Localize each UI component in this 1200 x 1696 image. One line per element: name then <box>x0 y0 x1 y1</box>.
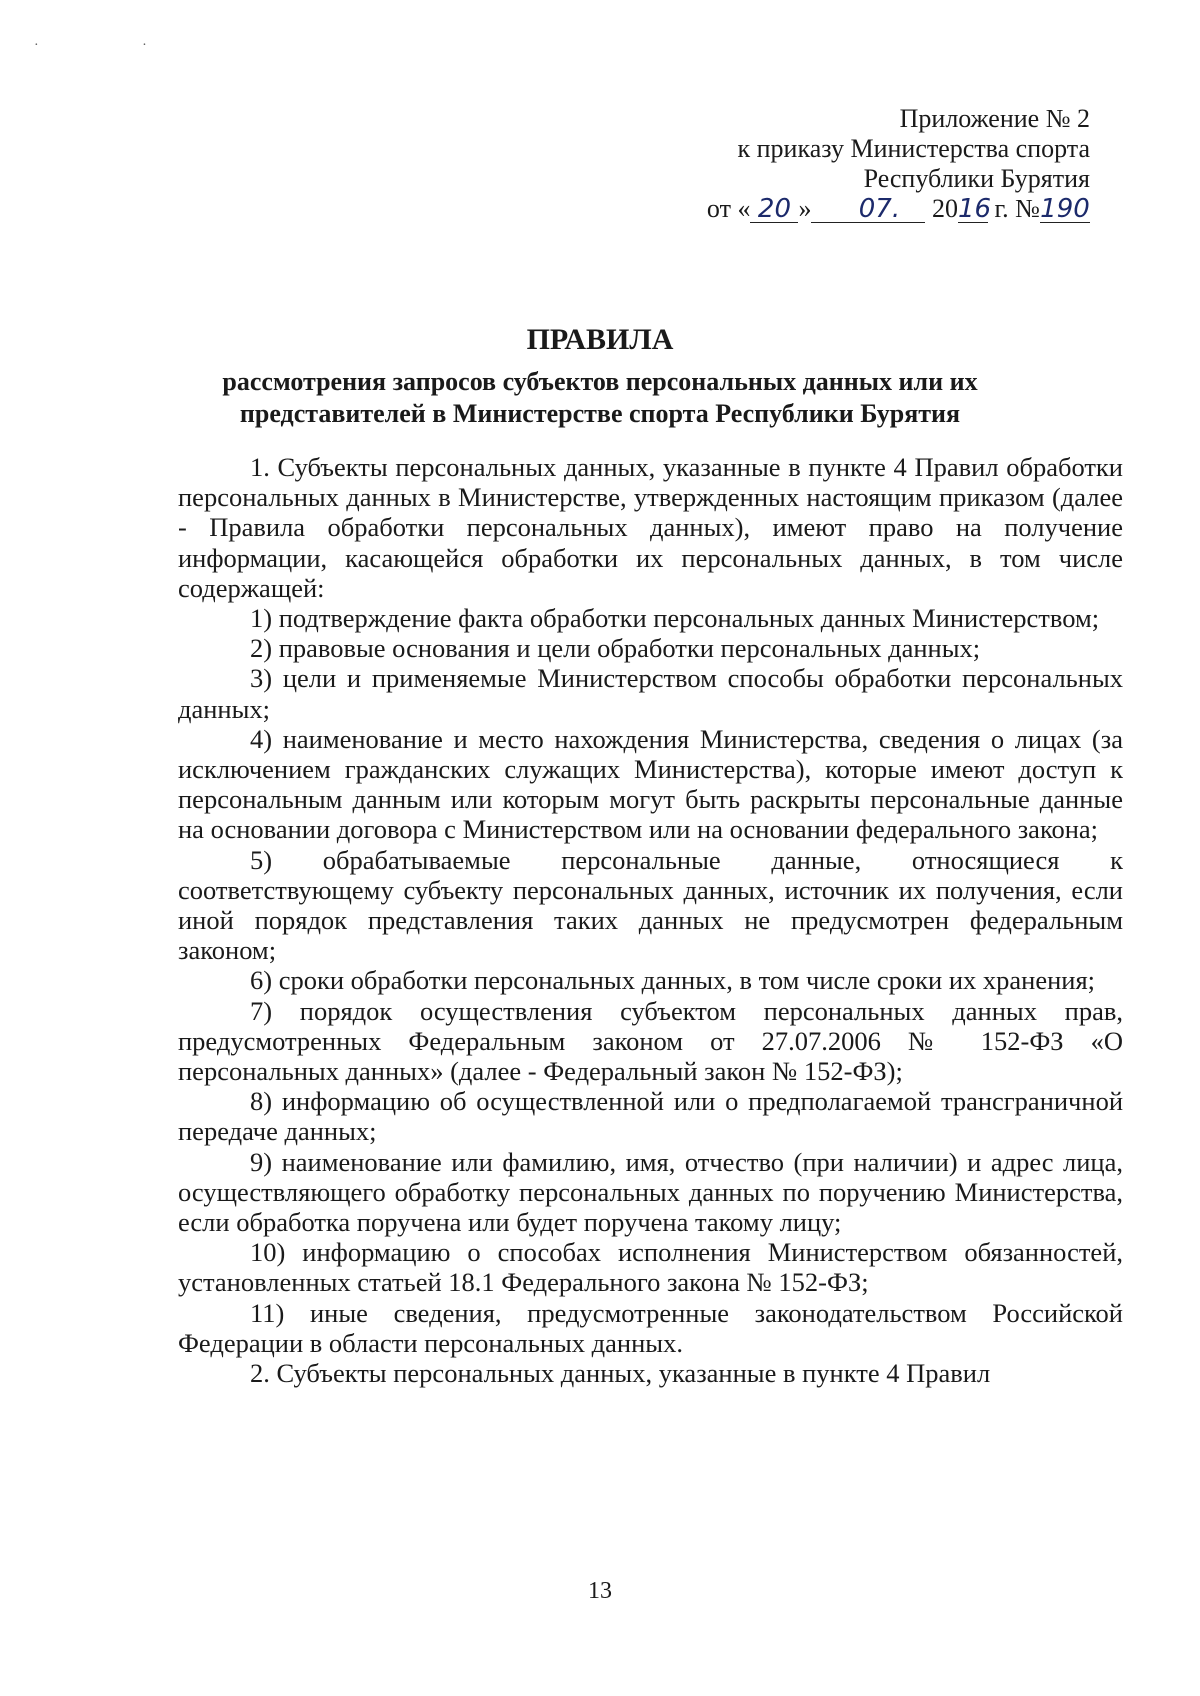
paragraph-1-1: 1) подтверждение факта обработки персональных данных Министерством; <box>250 603 1100 634</box>
page-number: 13 <box>588 1578 612 1604</box>
order-number-handwritten: 190 <box>1040 194 1090 224</box>
paragraph-1-2: 2) правовые основания и цели обработки персональных данных; <box>250 633 981 664</box>
document-subtitle: рассмотрения запросов субъектов персональных данных или их представителей в Министерстве спорта Республики Бурятия <box>222 367 978 428</box>
appendix-line-2: к приказу Министерства спорта <box>737 134 1090 163</box>
paragraph-1-11: 11) иные сведения, предусмотренные законодательством Российской Федерации в области персональных данных. <box>178 1297 1123 1358</box>
date-gap-underline <box>811 196 833 223</box>
paragraph-2: 2. Субъекты персональных данных, указанные в пункте 4 Правил <box>250 1358 991 1389</box>
appendix-line-1: Приложение № 2 <box>899 104 1090 133</box>
appendix-line-3: Республики Бурятия <box>863 164 1090 193</box>
document-body <box>178 452 1123 1388</box>
paragraph-1-5: 5) обрабатываемые персональные данные, относящиеся к соответствующему субъекту персональных данных, источник их получения, если иной порядок представления таких данных не предусмотрен федеральным законом; <box>178 844 1123 966</box>
paragraph-1-8: 8) информацию об осуществленной или о предполагаемой трансграничной передаче данных; <box>178 1086 1123 1147</box>
title-block <box>150 322 1050 430</box>
document-title: ПРАВИЛА <box>526 323 674 356</box>
appendix-date-line <box>707 194 1090 224</box>
paragraph-1-3: 3) цели и применяемые Министерством способы обработки персональных данных; <box>178 663 1123 724</box>
paragraph-1-7: 7) порядок осуществления субъектом персональных данных прав, предусмотренных Федеральным законом от 27.07.2006 № 152-ФЗ «О персональных данных» (далее - Федеральный закон № 152-ФЗ); <box>178 995 1123 1087</box>
paragraph-1-4: 4) наименование и место нахождения Министерства, сведения о лицах (за исключением гражданских служащих Министерства), которые имеют доступ к персональным данным или которым могут быть раскрыты персональные данные на основании договора с Министерством или на основании федерального закона; <box>178 723 1123 845</box>
paragraph-1: 1. Субъекты персональных данных, указанные в пункте 4 Правил обработки персональных данных в Министерстве, утвержденных настоящим приказом (далее - Правила обработки персональных данных), имеют право на получение информации, касающейся обработки их персональных данных, в том числе содержащей: <box>178 452 1123 603</box>
number-prefix: г. № <box>987 194 1040 223</box>
date-month-handwritten: 07. <box>833 196 925 223</box>
scan-specks: · · <box>34 38 197 53</box>
date-day-handwritten: 20 <box>750 196 798 223</box>
date-prefix: от « <box>706 194 751 223</box>
paragraph-1-9: 9) наименование или фамилию, имя, отчество (при наличии) и адрес лица, осуществляющего обработку персональных данных по поручению Министерства, если обработка поручена или будет поручена такому лицу; <box>178 1146 1123 1238</box>
date-year-prefix: 20 <box>931 194 958 223</box>
appendix-header <box>707 104 1090 224</box>
paragraph-1-10: 10) информацию о способах исполнения Министерством обязанностей, установленных статьей 18.1 Федерального закона № 152-ФЗ; <box>178 1237 1123 1298</box>
paragraph-1-6: 6) сроки обработки персональных данных, в том числе сроки их хранения; <box>250 965 1096 996</box>
date-year-handwritten: 16 <box>957 194 992 224</box>
date-sep: » <box>798 194 812 223</box>
